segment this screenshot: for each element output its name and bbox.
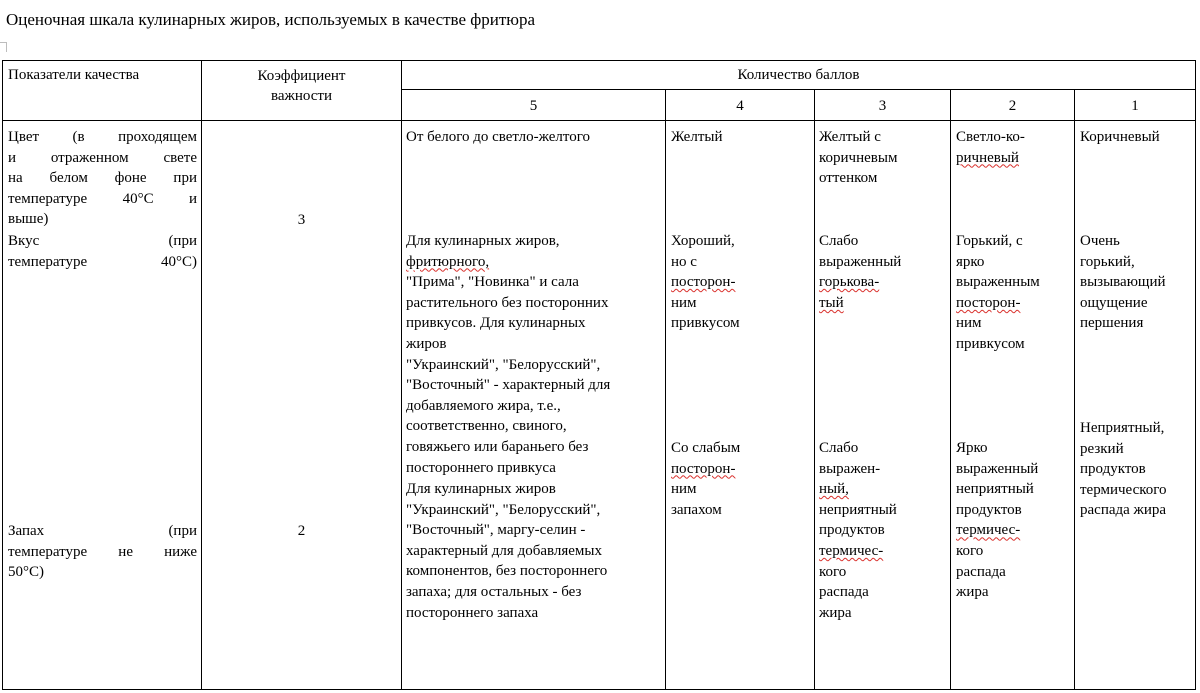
taste-score-4-line: Хороший, bbox=[671, 233, 735, 249]
taste-score-1-line: Очень bbox=[1080, 233, 1120, 249]
taste-score-1-line: ощущение bbox=[1080, 294, 1148, 311]
taste-score-1-line: першения bbox=[1080, 315, 1144, 332]
header-indicators: Показатели качества bbox=[8, 67, 140, 83]
taste-score-1-line: вызывающий bbox=[1080, 274, 1166, 291]
table-col-rule-4 bbox=[814, 89, 815, 690]
smell-score-3-line: кого bbox=[819, 563, 847, 580]
smell-score-5-line: Для кулинарных жиров bbox=[406, 481, 556, 497]
indicator-color-line: выше) bbox=[8, 211, 49, 228]
indicator-color bbox=[8, 127, 197, 230]
taste-score-5-line: говяжьего или бараньего без bbox=[406, 438, 589, 455]
table-col-rule-5 bbox=[950, 89, 951, 690]
indicator-smell-line: 50°С) bbox=[8, 564, 44, 581]
taste-score-2 bbox=[956, 231, 1040, 355]
taste-score-5-line: привкусов. Для кулинарных bbox=[406, 315, 586, 332]
smell-score-3-line: неприятный bbox=[819, 501, 897, 518]
taste-score-2-line: ярко bbox=[956, 253, 985, 270]
smell-score-3-line: распада bbox=[819, 584, 869, 601]
taste-score-4-line: привкусом bbox=[671, 315, 740, 332]
header-points: Количество баллов bbox=[737, 67, 860, 83]
indicator-taste-line: температуре 40°С) bbox=[8, 253, 197, 270]
smell-score-5-line: "Восточный", маргу-селин - bbox=[406, 522, 586, 539]
smell-score-3-line: продуктов bbox=[819, 522, 885, 539]
table-border-top bbox=[2, 60, 1196, 61]
smell-score-3-line: термичес- bbox=[819, 542, 884, 559]
indicator-smell-line: температуре не ниже bbox=[8, 543, 197, 560]
smell-score-2-line: выраженный bbox=[956, 460, 1039, 477]
document-title: Оценочная шкала кулинарных жиров, используемых в качестве фритюра bbox=[6, 10, 536, 29]
smell-score-3-line: выражен- bbox=[819, 460, 881, 477]
smell-score-5-line: "Украинский", "Белорусский", bbox=[406, 501, 601, 518]
smell-score-5 bbox=[406, 479, 607, 623]
taste-score-5-line: растительного без посторонних bbox=[406, 294, 609, 311]
taste-score-2-line: Горький, с bbox=[956, 233, 1023, 249]
indicator-color-line: и отраженном свете bbox=[8, 149, 197, 166]
color-score-5-line: От белого до светло-желтого bbox=[406, 129, 591, 145]
table-rule-points bbox=[401, 89, 1196, 90]
smell-score-1-line: резкий bbox=[1080, 440, 1124, 457]
smell-score-4-line: ним bbox=[671, 481, 697, 498]
color-score-5 bbox=[406, 127, 590, 148]
smell-score-2-line: жира bbox=[956, 584, 989, 601]
taste-score-3-line: горькова- bbox=[819, 274, 880, 291]
color-score-1-line: Коричневый bbox=[1080, 129, 1160, 145]
coefficient-color-taste: 3 bbox=[297, 212, 306, 228]
color-score-2 bbox=[956, 127, 1025, 168]
smell-score-5-line: постороннего запаха bbox=[406, 604, 539, 621]
smell-score-2-line: распада bbox=[956, 563, 1006, 580]
color-score-3-line: оттенком bbox=[819, 170, 878, 187]
indicator-taste-line: Вкус (при bbox=[8, 233, 197, 249]
header-coefficient-line: Коэффициент bbox=[257, 68, 346, 84]
color-score-4 bbox=[671, 127, 722, 148]
header-coefficient bbox=[202, 66, 401, 106]
taste-score-5-line: "Прима", "Новинка" и сала bbox=[406, 274, 579, 291]
table-col-rule-6 bbox=[1074, 89, 1075, 690]
indicator-color-line: Цвет (в проходящем bbox=[8, 129, 197, 145]
smell-score-2 bbox=[956, 438, 1038, 603]
cursor-corner-mark bbox=[0, 42, 7, 52]
color-score-3-line: Желтый с bbox=[819, 129, 881, 145]
taste-score-1-line: горький, bbox=[1080, 253, 1135, 270]
table-border-left bbox=[2, 60, 3, 690]
taste-score-5-line: жиров bbox=[406, 335, 447, 352]
smell-score-2-line: термичес- bbox=[956, 522, 1021, 539]
header-score-3: 3 bbox=[878, 98, 887, 114]
smell-score-4-line: посторон- bbox=[671, 460, 736, 477]
indicator-color-line: на белом фоне при bbox=[8, 170, 197, 187]
color-score-3 bbox=[819, 127, 897, 189]
taste-score-5-line: добавляемого жира, т.е., bbox=[406, 397, 561, 414]
indicator-taste bbox=[8, 231, 197, 272]
color-score-2-line: Светло-ко- bbox=[956, 129, 1025, 145]
table-border-bottom bbox=[2, 689, 1196, 690]
taste-score-4 bbox=[671, 231, 740, 334]
taste-score-3 bbox=[819, 231, 901, 313]
smell-score-4 bbox=[671, 438, 740, 520]
taste-score-5-line: "Украинский", "Белорусский", bbox=[406, 356, 601, 373]
table-col-rule-3 bbox=[665, 89, 666, 690]
taste-score-4-line: посторон- bbox=[671, 274, 736, 291]
color-score-4-line: Желтый bbox=[671, 129, 723, 145]
color-score-1 bbox=[1080, 127, 1160, 148]
taste-score-5-line: фритюрного, bbox=[406, 253, 490, 270]
smell-score-2-line: кого bbox=[956, 542, 984, 559]
taste-score-5-line: "Восточный" - характерный для bbox=[406, 377, 611, 394]
table-col-rule-2 bbox=[401, 60, 402, 690]
smell-score-1-line: Неприятный, bbox=[1080, 420, 1165, 436]
header-score-1: 1 bbox=[1131, 98, 1139, 114]
smell-score-3 bbox=[819, 438, 897, 623]
taste-score-1 bbox=[1080, 231, 1166, 334]
smell-score-1 bbox=[1080, 418, 1167, 521]
smell-score-3-line: жира bbox=[819, 604, 852, 621]
smell-score-2-line: Ярко bbox=[956, 440, 988, 456]
indicator-smell bbox=[8, 521, 197, 583]
taste-score-2-line: выраженным bbox=[956, 274, 1040, 291]
smell-score-2-line: неприятный bbox=[956, 481, 1034, 498]
taste-score-5-line: постороннего привкуса bbox=[406, 459, 556, 476]
smell-score-1-line: распада жира bbox=[1080, 502, 1167, 519]
smell-score-3-line: ный, bbox=[819, 481, 849, 498]
smell-score-5-line: запаха; для остальных - без bbox=[406, 583, 582, 600]
table-border-right bbox=[1195, 60, 1196, 690]
smell-score-1-line: продуктов bbox=[1080, 461, 1146, 478]
taste-score-2-line: ним bbox=[956, 315, 982, 332]
color-score-3-line: коричневым bbox=[819, 149, 898, 166]
smell-score-5-line: компонентов, без постороннего bbox=[406, 563, 608, 580]
taste-score-2-line: привкусом bbox=[956, 335, 1025, 352]
taste-score-3-line: Слабо bbox=[819, 233, 859, 249]
smell-score-4-line: запахом bbox=[671, 501, 722, 518]
smell-score-1-line: термического bbox=[1080, 481, 1167, 498]
smell-score-3-line: Слабо bbox=[819, 440, 859, 456]
table-col-rule-1 bbox=[201, 60, 202, 690]
table-rule-header bbox=[2, 120, 1196, 121]
indicator-smell-line: Запах (при bbox=[8, 523, 197, 539]
smell-score-2-line: продуктов bbox=[956, 501, 1022, 518]
taste-score-3-line: тый bbox=[819, 294, 844, 311]
taste-score-5-line: Для кулинарных жиров, bbox=[406, 233, 560, 249]
taste-score-5-line: соответственно, свиного, bbox=[406, 418, 567, 435]
header-coefficient-line: важности bbox=[270, 88, 333, 104]
taste-score-5 bbox=[406, 231, 610, 478]
header-score-4: 4 bbox=[736, 98, 744, 114]
header-score-2: 2 bbox=[1008, 98, 1017, 114]
taste-score-3-line: выраженный bbox=[819, 253, 902, 270]
color-score-2-line: ричневый bbox=[956, 149, 1019, 166]
header-score-5: 5 bbox=[529, 98, 538, 114]
taste-score-4-line: ним bbox=[671, 294, 697, 311]
coefficient-smell: 2 bbox=[297, 523, 306, 539]
taste-score-4-line: но с bbox=[671, 253, 697, 270]
smell-score-5-line: характерный для добавляемых bbox=[406, 542, 602, 559]
smell-score-4-line: Со слабым bbox=[671, 440, 741, 456]
taste-score-2-line: посторон- bbox=[956, 294, 1021, 311]
indicator-color-line: температуре 40°С и bbox=[8, 190, 197, 207]
